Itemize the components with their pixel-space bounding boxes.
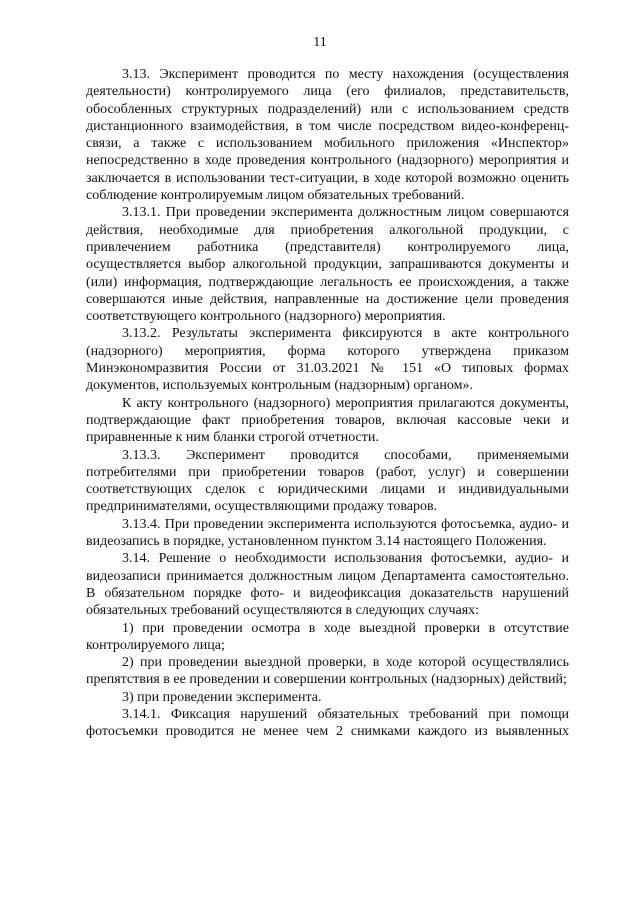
paragraph-3-14-1: 3.14.1. Фиксация нарушений обязательных требований при помощи фотосъемки проводится не менее чем 2 снимками каждого из выявленных	[86, 706, 569, 740]
paragraph-3-14: 3.14. Решение о необходимости использования фотосъемки, аудио- и видеозаписи принимается должностным лицом Департамента самостоятельно. В обязательном порядке фото- и видеофиксация доказательств нарушений обязательных требований осуществляются в следующих случаях:	[86, 551, 569, 619]
document-body	[86, 66, 569, 741]
paragraph-3-13-2: 3.13.2. Результаты эксперимента фиксируются в акте контрольного (надзорного) мероприятия, форма которого утверждена приказом Минэкономразвития России от 31.03.2021 № 151 «О типовых формах документов, используемых контрольным (надзорным) органом».	[86, 326, 569, 394]
paragraph-3-13: 3.13. Эксперимент проводится по месту нахождения (осуществления деятельности) контролируемого лица (его филиалов, представительств, обособленных структурных подразделений) или с использованием средств дистанционного взаимодействия, в том числе посредством видео-конференц-связи, а также с использованием мобильного приложения «Инспектор» непосредственно в ходе проведения контрольного (надзорного) мероприятия и заключается в использовании тест-ситуации, в ходе которой возможно оценить соблюдение контролируемым лицом обязательных требований.	[86, 67, 569, 204]
list-item-3: 3) при проведении эксперимента.	[122, 689, 322, 705]
list-item-2: 2) при проведении выездной проверки, в ходе которой осуществлялись препятствия в ее проведении и совершении контрольных (надзорных) действий;	[86, 655, 569, 688]
paragraph-3-13-3: 3.13.3. Эксперимент проводится способами, применяемыми потребителями при приобретении товаров (работ, услуг) и совершении соответствующих сделок с юридическими лицами и индивидуальными предпринимателями, осуществляющими продажу товаров.	[86, 447, 569, 515]
page-number: 11	[313, 35, 327, 50]
paragraph-act-attachments: К акту контрольного (надзорного) мероприятия прилагаются документы, подтверждающие факт приобретения товаров, включая кассовые чеки и приравненные к ним бланки строгой отчетности.	[86, 395, 569, 446]
paragraph-3-13-4: 3.13.4. При проведении эксперимента используются фотосъемка, аудио- и видеозапись в порядке, установленном пунктом 3.14 настоящего Положения.	[86, 516, 569, 550]
list-item-1: 1) при проведении осмотра в ходе выездной проверки в отсутствие контролируемого лица;	[86, 620, 569, 653]
paragraph-3-13-1: 3.13.1. При проведении эксперимента должностным лицом совершаются действия, необходимые для приобретения алкогольной продукции, с привлечением работника (представителя) контролируемого лица, осуществляется выбор алкогольной продукции, запрашиваются документы и (или) информация, подтверждающие легальность ее происхождения, а также совершаются иные действия, направленные на достижение цели проведения соответствующего контрольного (надзорного) мероприятия.	[86, 205, 569, 325]
